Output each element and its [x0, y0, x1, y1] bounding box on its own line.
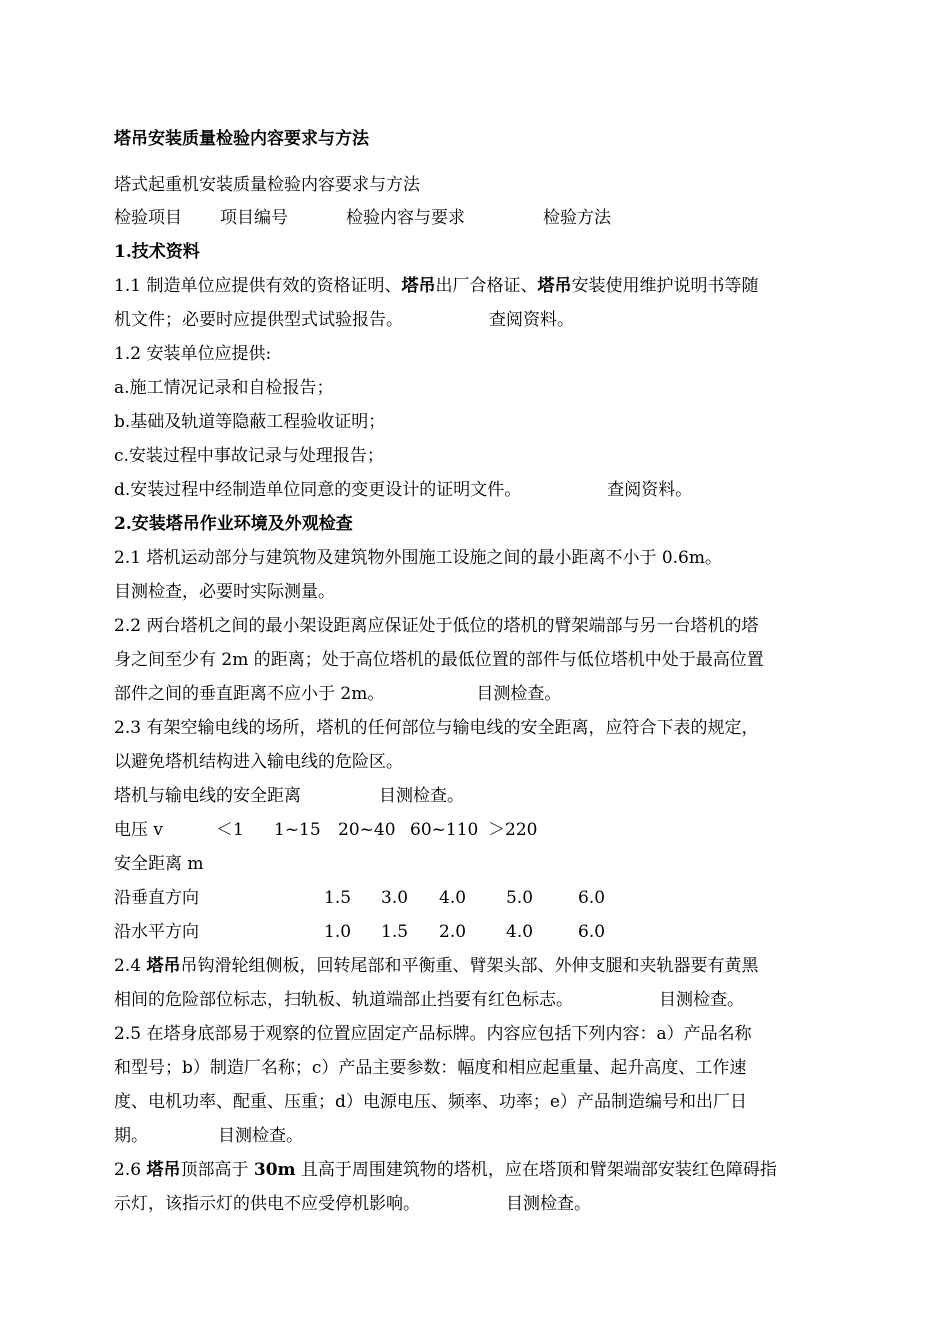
text-span: 2.4: [114, 956, 147, 976]
inspection-method: 查阅资料。: [607, 480, 693, 500]
paragraph-2-3-line-2: 以避免塔机结构进入输电线的危险区。: [114, 752, 403, 772]
paragraph-2-4-line-1: [114, 955, 758, 977]
paragraph-2-6-line-1: [114, 1159, 777, 1181]
header-content-requirements: 检验内容与要求: [346, 208, 465, 228]
safety-table-caption: [114, 785, 464, 807]
text-span: 顶部高于: [180, 1160, 254, 1180]
distance-value: 3.0: [381, 888, 409, 908]
distance-value: 1.0: [324, 922, 352, 942]
bold-text-span: 塔吊: [537, 276, 572, 296]
paragraph-2-5-line-2: 和型号；b）制造厂名称；c）产品主要参数：幅度和相应起重量、起升高度、工作速: [114, 1058, 747, 1078]
text-span: 吊钩滑轮组侧板，回转尾部和平衡重、臂架头部、外伸支腿和夹轨器要有黄黑: [180, 956, 759, 976]
paragraph-2-2-line-2: 身之间至少有 2m 的距离；处于高位塔机的最低位置的部件与低位塔机中处于最高位置: [114, 650, 764, 670]
text-span: 期。: [114, 1126, 148, 1146]
paragraph-2-2-line-1: 2.2 两台塔机之间的最小架设距离应保证处于低位的塔机的臂架端部与另一台塔机的塔: [114, 616, 759, 636]
distance-value: 6.0: [578, 888, 606, 908]
text-span: 部件之间的垂直距离不应小于 2m。: [114, 684, 385, 704]
header-item-number: 项目编号: [220, 208, 288, 228]
paragraph-2-3-line-1: 2.3 有架空输电线的场所，塔机的任何部位与输电线的安全距离，应符合下表的规定，: [114, 718, 759, 738]
voltage-value: 20~40: [338, 820, 396, 840]
paragraph-2-1: 2.1 塔机运动部分与建筑物及建筑物外围施工设施之间的最小距离不小于 0.6m。: [114, 548, 722, 568]
paragraph-1-1-line-1: [114, 275, 758, 297]
header-inspection-method: 检验方法: [543, 208, 611, 228]
bold-text-span: 塔吊: [146, 1160, 181, 1180]
distance-value: 1.5: [381, 922, 409, 942]
row-label: 沿垂直方向: [114, 888, 199, 908]
inspection-method: 目测检查，必要时实际测量。: [114, 582, 335, 602]
text-span: 安装使用维护说明书等随: [571, 276, 759, 296]
bold-text-span: 塔吊: [401, 276, 436, 296]
distance-value: 4.0: [506, 922, 534, 942]
list-item-b: b.基础及轨道等隐蔽工程验收证明；: [114, 412, 386, 432]
list-item-d: [114, 479, 692, 501]
inspection-method: 查阅资料。: [489, 310, 574, 330]
row-label: 沿水平方向: [114, 922, 199, 942]
list-item-c: c.安装过程中事故记录与处理报告；: [114, 446, 384, 466]
paragraph-2-2-line-3: [114, 683, 561, 705]
header-inspection-item: 检验项目: [114, 208, 182, 228]
section-heading-2: 2.安装塔吊作业环境及外观检查: [114, 514, 353, 534]
voltage-value: ＜1: [216, 820, 244, 840]
distance-value: 1.5: [324, 888, 352, 908]
text-span: 示灯，该指示灯的供电不应受停机影响。: [114, 1194, 420, 1214]
voltage-value: 1~15: [274, 820, 321, 840]
paragraph-2-5-line-4: [114, 1125, 303, 1147]
voltage-value: 60~110: [410, 820, 479, 840]
document-subtitle: 塔式起重机安装质量检验内容要求与方法: [114, 175, 420, 195]
text-span: 出厂合格证、: [435, 276, 538, 296]
voltage-value: ＞220: [488, 820, 538, 840]
text-span: 机文件；必要时应提供型式试验报告。: [114, 310, 403, 330]
text-span: 且高于周围建筑物的塔机，应在塔顶和臂架端部安装红色障碍指: [295, 1160, 777, 1180]
inspection-method: 目测检查。: [476, 684, 562, 704]
distance-value: 4.0: [439, 888, 467, 908]
inspection-method: 目测检查。: [379, 786, 464, 806]
inspection-method: 目测检查。: [659, 990, 744, 1010]
paragraph-1-2: 1.2 安装单位应提供:: [114, 344, 272, 364]
voltage-label: 电压 v: [114, 820, 164, 840]
bold-text-span: 塔吊: [146, 956, 181, 976]
distance-value: 6.0: [578, 922, 606, 942]
inspection-method: 目测检查。: [506, 1194, 591, 1214]
text-span: d.安装过程中经制造单位同意的变更设计的证明文件。: [114, 480, 522, 500]
distance-value: 2.0: [439, 922, 467, 942]
table-header-row: [114, 207, 611, 229]
paragraph-2-5-line-3: 度、电机功率、配重、压重；d）电源电压、频率、功率；e）产品制造编号和出厂日: [114, 1092, 747, 1112]
paragraph-1-1-line-2: [114, 309, 574, 331]
paragraph-2-6-line-2: [114, 1193, 591, 1215]
text-span: 塔机与输电线的安全距离: [114, 786, 301, 806]
distance-label: 安全距离 m: [114, 854, 204, 874]
paragraph-2-5-line-1: 2.5 在塔身底部易于观察的位置应固定产品标牌。内容应包括下列内容：a）产品名称: [114, 1024, 752, 1044]
bold-text-span: 30m: [253, 1160, 296, 1180]
document-title: 塔吊安装质量检验内容要求与方法: [114, 129, 369, 149]
section-heading-1: 1.技术资料: [114, 242, 200, 262]
text-span: 1.1 制造单位应提供有效的资格证明、: [114, 276, 402, 296]
list-item-a: a.施工情况记录和自检报告；: [114, 378, 334, 398]
text-span: 相间的危险部位标志，扫轨板、轨道端部止挡要有红色标志。: [114, 990, 573, 1010]
paragraph-2-4-line-2: [114, 989, 744, 1011]
distance-value: 5.0: [506, 888, 534, 908]
inspection-method: 目测检查。: [218, 1126, 303, 1146]
text-span: 2.6: [114, 1160, 147, 1180]
